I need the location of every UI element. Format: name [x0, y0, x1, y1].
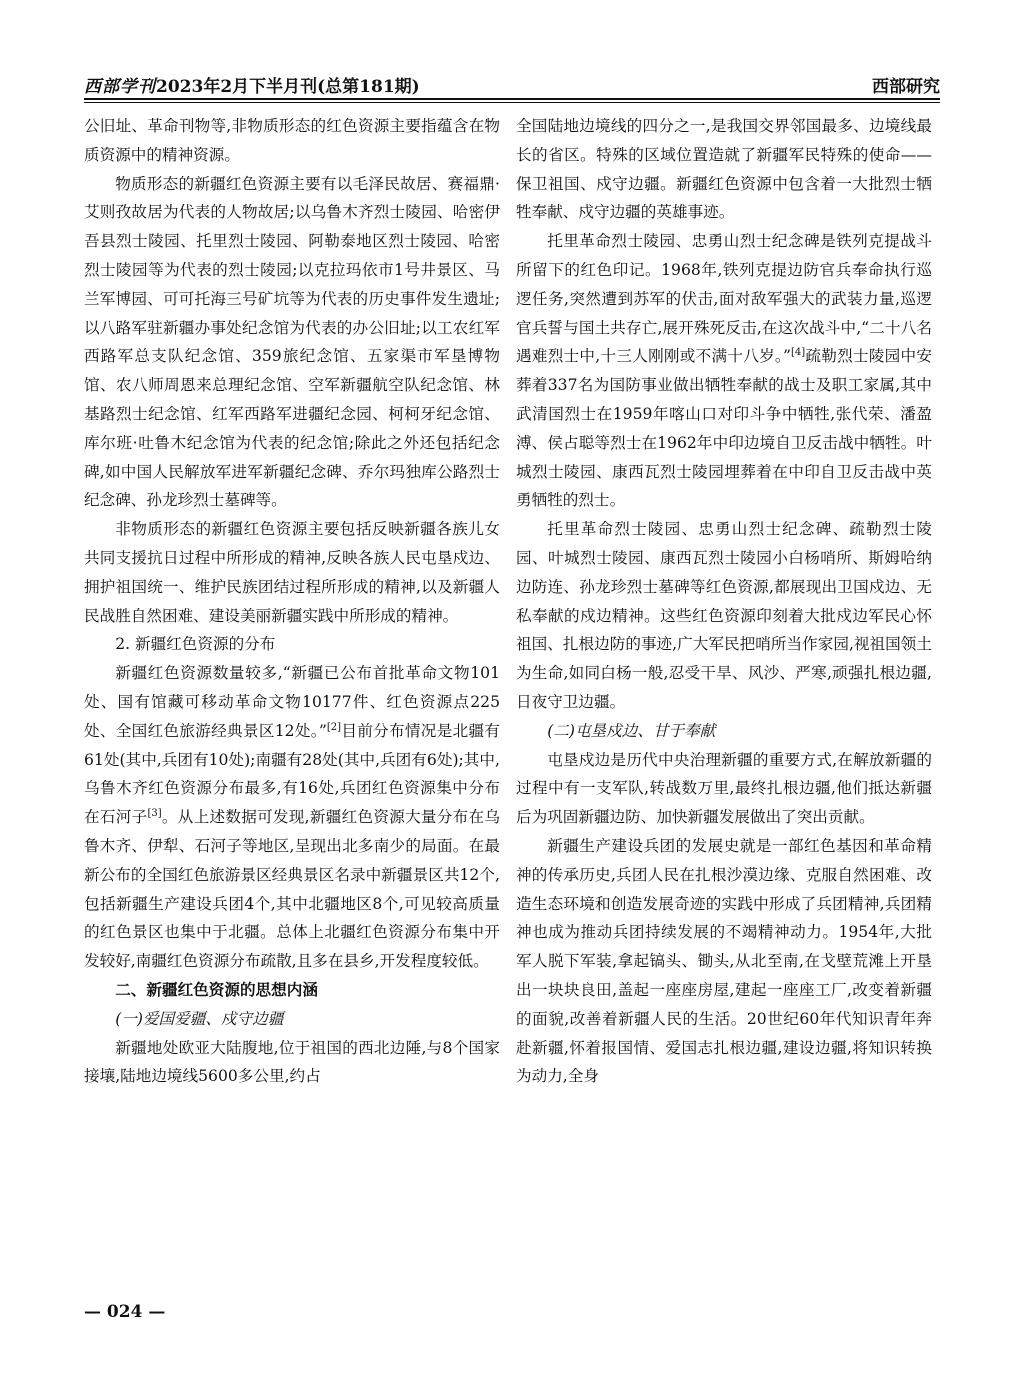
- subsection-heading: (一)爱国爱疆、戍守边疆: [115, 1009, 284, 1028]
- section-heading: 二、新疆红色资源的思想内涵: [115, 979, 318, 999]
- paragraph: 托里革命烈士陵园、忠勇山烈士纪念碑、疏勒烈士陵园、叶城烈士陵园、康西瓦烈士陵园小白杨哨所、斯姆哈纳边防连、孙龙珍烈士墓碑等红色资源,都展现出卫国戍边、无私奉献的戍边精神。这些红色资源印刻着大批戍边军民心怀祖国、扎根边防的事迹,广大军民把哨所当作家园,视祖国领土为生命,如同白杨一般,忍受干旱、风沙、严寒,顽强扎根边疆,日夜守卫边疆。: [516, 520, 932, 711]
- page-number: — 024 —: [84, 1302, 166, 1322]
- journal-name: 西部学刊: [84, 77, 156, 97]
- subsection-heading: 2. 新疆红色资源的分布: [115, 635, 276, 654]
- citation-ref: [3]: [147, 807, 162, 819]
- paragraph: 公旧址、革命刊物等,非物质形态的红色资源主要指蕴含在物质资源中的精神资源。: [84, 117, 500, 164]
- paragraph: 新疆红色资源数量较多,“新疆已公布首批革命文物101处、国有馆藏可移动革命文物10177件、红色资源点225处、全国红色旅游经典景区12处。”[2]目前分布情况是北疆有61处(其中,兵团有10处);南疆有28处(其中,兵团有6处);其中,乌鲁木齐红色资源分布最多,有16处,兵团红色资源集中分布在石河子[3]。从上述数据可发现,新疆红色资源大量分布在乌鲁木齐、伊犁、石河子等地区,呈现出北多南少的局面。在最新公布的全国红色旅游景区经典景区名录中新疆景区共12个,包括新疆生产建设兵团4个,其中北疆地区8个,可见较高质量的红色景区也集中于北疆。总体上北疆红色资源分布集中开发较好,南疆红色资源分布疏散,且多在县乡,开发程度较低。: [84, 664, 500, 971]
- left-column: [84, 112, 500, 1312]
- subsection-heading: (二)屯垦戍边、甘于奉献: [547, 721, 716, 740]
- paragraph: 屯垦戍边是历代中央治理新疆的重要方式,在解放新疆的过程中有一支军队,转战数万里,最终扎根边疆,他们抵达新疆后为巩固新疆边防、加快新疆发展做出了突出贡献。: [516, 750, 932, 827]
- section-name: 西部研究: [872, 77, 940, 97]
- paragraph: 物质形态的新疆红色资源主要有以毛泽民故居、赛福鼎·艾则孜故居为代表的人物故居;以乌鲁木齐烈士陵园、哈密伊吾县烈士陵园、托里烈士陵园、阿勒泰地区烈士陵园、哈密烈士陵园等为代表的烈士陵园;以克拉玛依市1号井景区、马兰军博园、可可托海三号矿坑等为代表的历史事件发生遗址;以八路军驻新疆办事处纪念馆为代表的办公旧址;以工农红军西路军总支队纪念馆、359旅纪念馆、五家渠市军垦博物馆、农八师周恩来总理纪念馆、空军新疆航空队纪念馆、林基路烈士纪念馆、红军西路军进疆纪念园、柯柯牙纪念馆、库尔班·吐鲁木纪念馆为代表的纪念馆;除此之外还包括纪念碑,如中国人民解放军进军新疆纪念碑、乔尔玛独库公路烈士纪念碑、孙龙珍烈士墓碑等。: [84, 174, 500, 510]
- header-rule-thin: [84, 102, 940, 103]
- issue-info: 2023年2月下半月刊(总第181期): [156, 77, 420, 97]
- paragraph: 全国陆地边境线的四分之一,是我国交界邻国最多、边境线最长的省区。特殊的区域位置造就了新疆军民特殊的使命——保卫祖国、戍守边疆。新疆红色资源中包含着一大批烈士牺牲奉献、戍守边疆的英雄事迹。: [516, 117, 932, 222]
- header-rule-thick: [84, 98, 940, 100]
- paragraph: 托里革命烈士陵园、忠勇山烈士纪念碑是铁列克提战斗所留下的红色印记。1968年,铁列克提边防官兵奉命执行巡逻任务,突然遭到苏军的伏击,面对敌军强大的武装力量,巡逻官兵誓与国土共存亡,展开殊死反击,在这次战斗中,“二十八名遇难烈士中,十三人刚刚或不满十八岁。”[4]疏勒烈士陵园中安葬着337名为国防事业做出牺牲奉献的战士及职工家属,其中武清国烈士在1959年喀山口对印斗争中牺牲,张代荣、潘盈溥、侯占聪等烈士在1962年中印边境自卫反击战中牺牲。叶城烈士陵园、康西瓦烈士陵园埋葬着在中印自卫反击战中英勇牺牲的烈士。: [516, 232, 932, 510]
- paragraph: 新疆地处欧亚大陆腹地,位于祖国的西北边陲,与8个国家接壤,陆地边境线5600多公里,约占: [84, 1038, 500, 1086]
- page-header: [84, 62, 940, 96]
- paragraph: 新疆生产建设兵团的发展史就是一部红色基因和革命精神的传承历史,兵团人民在扎根沙漠边缘、克服自然困难、改造生态环境和创造发展奇迹的实践中形成了兵团精神,兵团精神也成为推动兵团持续发展的不竭精神动力。1954年,大批军人脱下军装,拿起镐头、锄头,从北至南,在戈壁荒滩上开垦出一块块良田,盖起一座座房屋,建起一座座工厂,改变着新疆的面貌,改善着新疆人民的生活。20世纪60年代知识青年奔赴新疆,怀着报国情、爱国志扎根边疆,建设边疆,将知识转换为动力,全身: [516, 836, 932, 1086]
- paragraph: 非物质形态的新疆红色资源主要包括反映新疆各族儿女共同支援抗日过程中所形成的精神,反映各族人民屯垦戍边、拥护祖国统一、维护民族团结过程所形成的精神,以及新疆人民战胜自然困难、建设美丽新疆实践中所形成的精神。: [84, 520, 500, 625]
- citation-ref: [4]: [790, 347, 806, 359]
- header-journal-issue: [84, 72, 420, 97]
- citation-ref: [2]: [326, 721, 342, 733]
- right-column: [516, 112, 932, 1312]
